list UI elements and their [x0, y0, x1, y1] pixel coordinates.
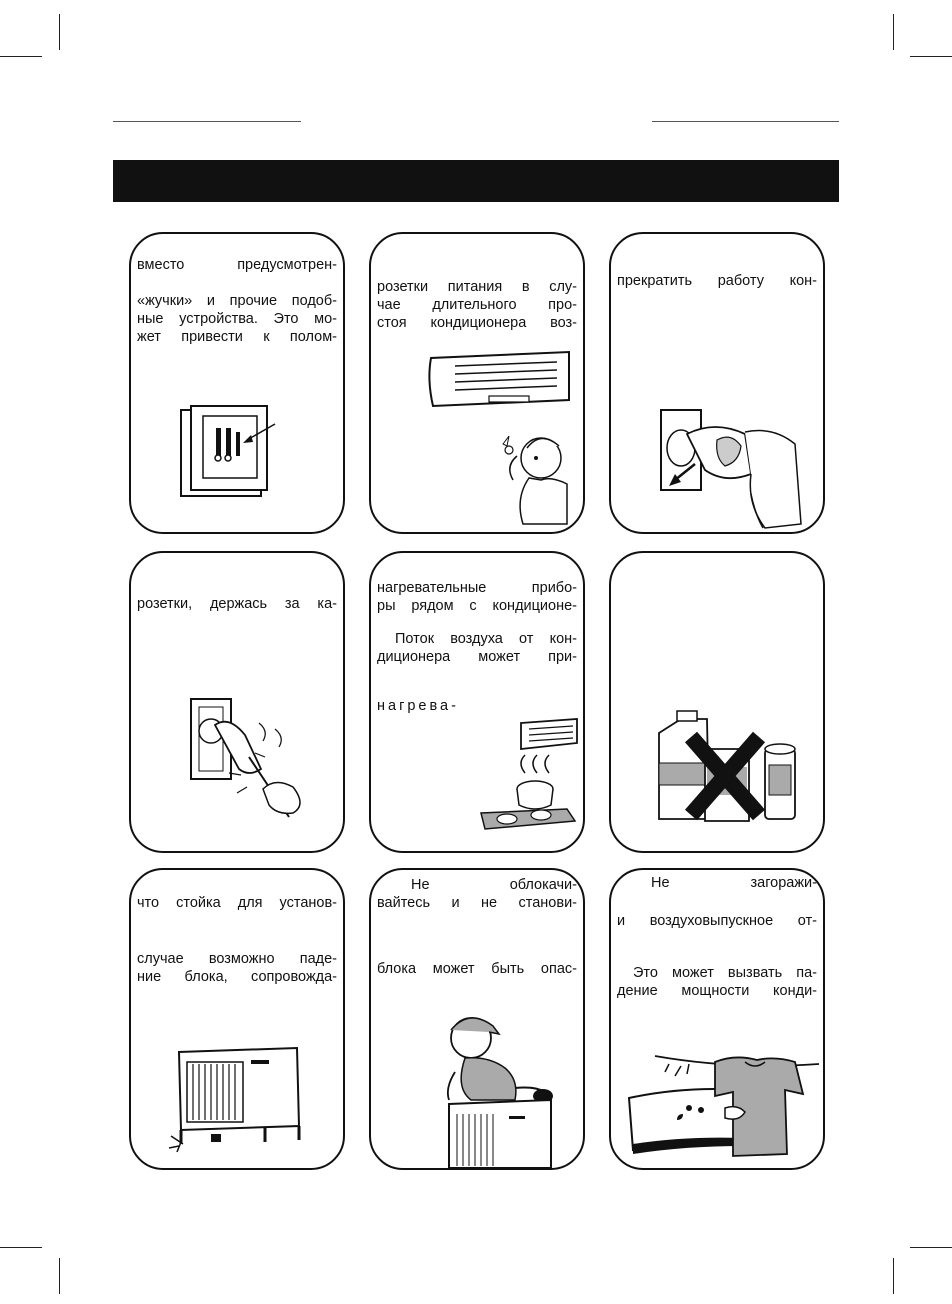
card-text-line: Не загоражи-	[651, 875, 817, 891]
child-on-unit-icon	[435, 1008, 565, 1168]
indoor-unit-icon	[419, 348, 579, 528]
card-4	[129, 551, 345, 853]
crop-mark	[0, 1247, 42, 1248]
card-7	[129, 868, 345, 1170]
card-text-line: чае длительного про-	[377, 297, 577, 313]
heater-icon	[475, 717, 579, 837]
card-text-line: диционера может при-	[377, 649, 577, 665]
card-text-line: ры рядом с кондиционе-	[377, 598, 577, 614]
card-text-line: случае возможно паде-	[137, 951, 337, 967]
card-3	[609, 232, 825, 534]
blocked-outlet-icon	[625, 1050, 821, 1170]
card-2	[369, 232, 585, 534]
crop-mark	[0, 56, 42, 57]
card-text-line: Это может вызвать па-	[633, 965, 817, 981]
crop-mark	[59, 1258, 60, 1294]
card-text-line: Поток воздуха от кон-	[395, 631, 577, 647]
header-rule-left	[113, 121, 301, 122]
card-text-line: розетки питания в слу-	[377, 279, 577, 295]
header-rule-right	[652, 121, 839, 122]
card-text-line: и воздуховыпускное от-	[617, 913, 817, 929]
crop-mark	[910, 56, 952, 57]
card-text-line: вайтесь и не станови-	[377, 895, 577, 911]
crop-mark	[893, 1258, 894, 1294]
card-text-line: Не облокачи-	[411, 877, 577, 893]
card-text-line: что стойка для установ-	[137, 895, 337, 911]
socket-icon	[179, 404, 289, 504]
card-1	[129, 232, 345, 534]
card-text-line: стоя кондиционера воз-	[377, 315, 577, 331]
crop-mark	[893, 14, 894, 50]
crop-mark	[59, 14, 60, 50]
unplug-icon	[655, 404, 805, 534]
pull-cord-icon	[189, 695, 329, 835]
card-9	[609, 868, 825, 1170]
card-text-line: прекратить работу кон-	[617, 273, 817, 289]
card-text-line: дение мощности конди-	[617, 983, 817, 999]
card-text-line: «жучки» и прочие подоб-	[137, 293, 337, 309]
section-banner	[113, 160, 839, 202]
card-text-line: нагревательные прибо-	[377, 580, 577, 596]
card-text-line: вместо предусмотрен-	[137, 257, 337, 273]
card-5	[369, 551, 585, 853]
card-text-line: ние блока, сопровожда-	[137, 969, 337, 985]
crop-mark	[910, 1247, 952, 1248]
card-text-line: нагрева-	[377, 698, 459, 714]
card-8	[369, 868, 585, 1170]
card-text-line: розетки, держась за ка-	[137, 596, 337, 612]
flammable-cans-icon	[651, 709, 801, 829]
card-6	[609, 551, 825, 853]
card-text-line: ные устройства. Это мо-	[137, 311, 337, 327]
card-text-line: блока может быть опас-	[377, 961, 577, 977]
card-text-line: жет привести к полом-	[137, 329, 337, 345]
outdoor-unit-icon	[165, 1040, 315, 1160]
